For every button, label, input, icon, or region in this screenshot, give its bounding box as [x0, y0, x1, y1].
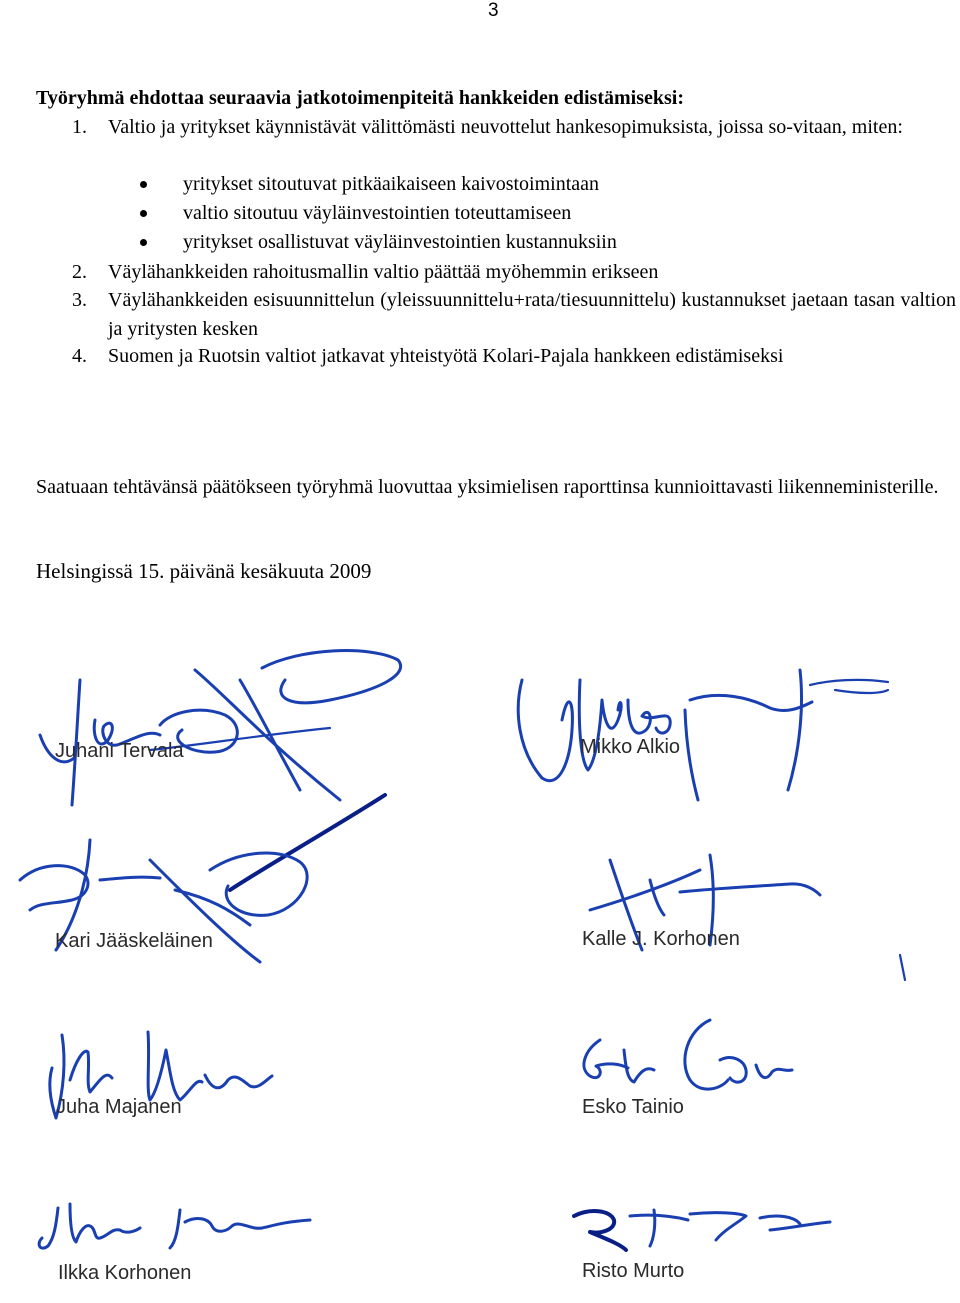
proposal-number: 1.	[72, 116, 87, 138]
signature-block-mikko-alkio	[500, 650, 940, 810]
proposal-item-2	[72, 258, 956, 287]
page-number: 3	[488, 0, 499, 21]
signatory-name: Mikko Alkio	[580, 736, 681, 758]
signatory-name: Ilkka Korhonen	[58, 1262, 192, 1284]
bullet-text: yritykset osallistuvat väyläinvestointien kustannuksiin	[183, 231, 617, 253]
signature-block-juha-majanen	[0, 1020, 340, 1130]
signatory-name: Juha Majanen	[56, 1096, 182, 1118]
bullet-dot-icon	[140, 210, 147, 217]
section-heading: Työryhmä ehdottaa seuraavia jatkotoimenpiteitä hankkeiden edistämiseksi:	[36, 87, 684, 109]
proposal-text: Väylähankkeiden esisuunnittelun (yleissuunnittelu+rata/tiesuunnittelu) kustannukset jaetaan tasan valtion ja yritysten kesken	[108, 289, 956, 340]
proposal-number: 3.	[72, 289, 87, 311]
proposal-item-4	[72, 342, 956, 371]
signature-block-esko-tainio	[560, 1010, 940, 1130]
signatory-name: Kalle J. Korhonen	[582, 928, 740, 950]
signature-block-ilkka-korhonen	[0, 1190, 360, 1290]
signature-block-kalle-j-korhonen	[560, 840, 940, 970]
proposal-text: Valtio ja yritykset käynnistävät välittömästi neuvottelut hankesopimuksista, joissa so-vitaan, miten:	[108, 116, 903, 138]
signature-block-kari-jaaskelainen	[0, 790, 420, 970]
signature-block-juhani-tervala	[0, 640, 420, 810]
signatory-name: Juhani Tervala	[55, 740, 184, 762]
handwritten-signature-icon	[0, 640, 420, 810]
bullet-dot-icon	[140, 239, 147, 246]
proposal-number: 4.	[72, 345, 87, 367]
proposal-item-1	[72, 113, 956, 142]
date-line: Helsingissä 15. päivänä kesäkuuta 2009	[36, 559, 372, 583]
handwritten-signature-icon	[500, 650, 940, 810]
signatory-name: Risto Murto	[582, 1260, 685, 1282]
closing-paragraph: Saatuaan tehtävänsä päätökseen työryhmä luovuttaa yksimielisen raporttinsa kunnioittavasti liikenneministerille.	[36, 476, 939, 498]
proposal-text: Suomen ja Ruotsin valtiot jatkavat yhteistyötä Kolari-Pajala hankkeen edistämiseksi	[108, 345, 784, 367]
proposal-text: Väylähankkeiden rahoitusmallin valtio päättää myöhemmin erikseen	[108, 261, 659, 283]
signatory-name: Kari Jääskeläinen	[55, 930, 213, 952]
signatory-name: Esko Tainio	[582, 1096, 684, 1118]
bullet-text: valtio sitoutuu väyläinvestointien toteuttamiseen	[183, 202, 572, 224]
bullet-dot-icon	[140, 181, 147, 188]
proposal-number: 2.	[72, 261, 87, 283]
proposal-item-3	[72, 286, 956, 343]
signature-block-risto-murto	[560, 1200, 940, 1295]
bullet-text: yritykset sitoutuvat pitkäaikaiseen kaivostoimintaan	[183, 173, 600, 195]
